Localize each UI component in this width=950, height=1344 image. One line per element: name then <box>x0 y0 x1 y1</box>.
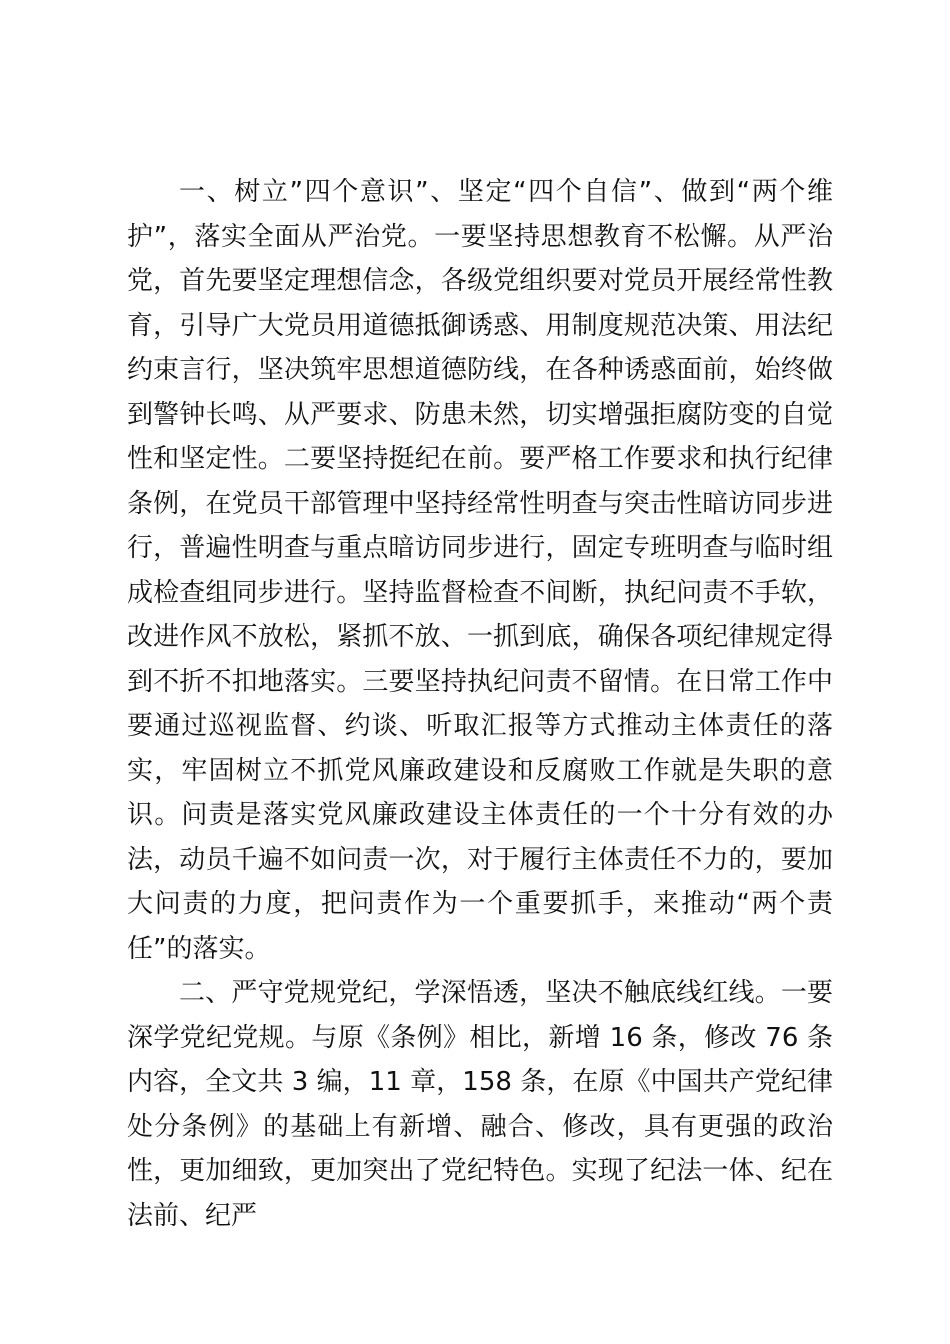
paragraph-1: 一、树立”四个意识”、坚定“四个自信”、做到“两个维护”，落实全面从严治党。一要坚持思想教育不松懈。从严治党，首先要坚定理想信念，各级党组织要对党员开展经常性教育，引导广大党员用道德抵御诱惑、用制度规范决策、用法纪约束言行，坚决筑牢思想道德防线，在各种诱惑面前，始终做到警钟长鸣、从严要求、防患未然，切实增强拒腐防变的自觉性和坚定性。二要坚持挺纪在前。要严格工作要求和执行纪律条例，在党员干部管理中坚持经常性明查与突击性暗访同步进行，普遍性明查与重点暗访同步进行，固定专班明查与临时组成检查组同步进行。坚持监督检查不间断，执纪问责不手软，改进作风不放松，紧抓不放、一抓到底，确保各项纪律规定得到不折不扣地落实。三要坚持执纪问责不留情。在日常工作中要通过巡视监督、约谈、听取汇报等方式推动主体责任的落实，牢固树立不抓党风廉政建设和反腐败工作就是失职的意识。问责是落实党风廉政建设主体责任的一个十分有效的办法，动员千遍不如问责一次，对于履行主体责任不力的，要加大问责的力度，把问责作为一个重要抓手，来推动“两个责任”的落实。 <box>127 177 833 964</box>
body-text <box>127 170 833 1238</box>
paragraph-2: 二、严守党规党纪，学深悟透，坚决不触底线红线。一要深学党纪党规。与原《条例》相比，新增 16 条，修改 76 条内容，全文共 3 编，11 章，158 条，在原《中国共产党纪律处分条例》的基础上有新增、融合、修改，具有更强的政治性，更加细致，更加突出了党纪特色。实现了纪法一体、纪在法前、纪严 <box>127 978 833 1231</box>
